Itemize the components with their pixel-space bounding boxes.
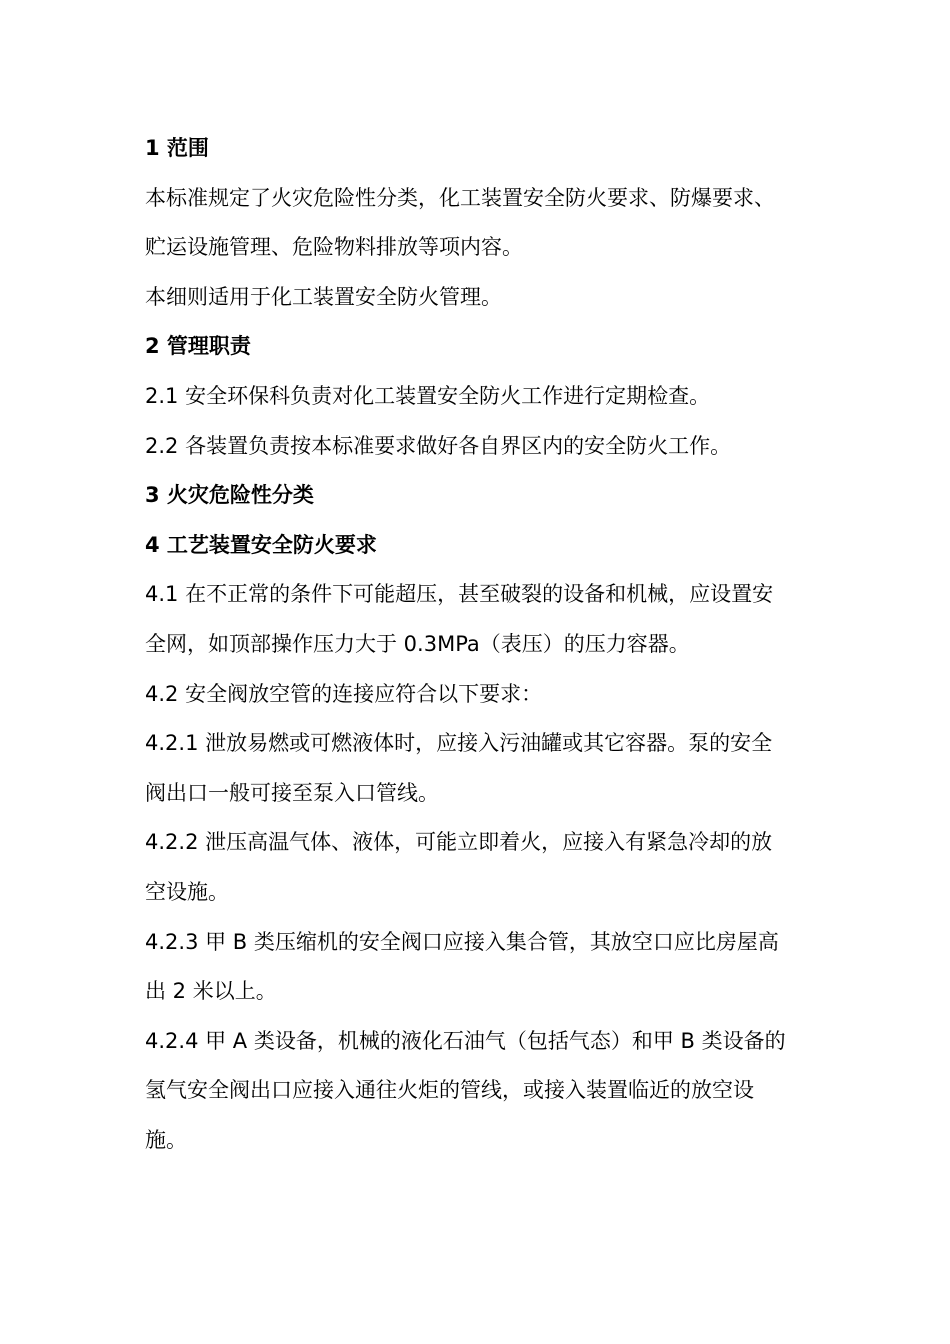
section-heading-fire-requirements: 4 工艺装置安全防火要求: [145, 532, 377, 557]
section-heading-fire-classification: 3 火灾危险性分类: [145, 483, 314, 508]
paragraph-line: 4.2.3 甲 B 类压缩机的安全阀口应接入集合管，其放空口应比房屋高: [145, 929, 779, 954]
paragraph-line: 贮运设施管理、危险物料排放等项内容。: [145, 235, 523, 260]
section-heading-responsibilities: 2 管理职责: [145, 334, 251, 359]
paragraph-line: 4.1 在不正常的条件下可能超压，甚至破裂的设备和机械，应设置安: [145, 582, 774, 607]
paragraph-line: 全网，如顶部操作压力大于 0.3MPa（表压）的压力容器。: [145, 631, 690, 656]
paragraph-line: 本细则适用于化工装置安全防火管理。: [145, 284, 502, 309]
paragraph-line: 2.2 各装置负责按本标准要求做好各自界区内的安全防火工作。: [145, 433, 732, 458]
paragraph-line: 本标准规定了火灾危险性分类，化工装置安全防火要求、防爆要求、: [145, 185, 775, 210]
paragraph-line: 4.2 安全阀放空管的连接应符合以下要求：: [145, 681, 543, 706]
paragraph-line: 空设施。: [145, 879, 229, 904]
paragraph-line: 2.1 安全环保科负责对化工装置安全防火工作进行定期检查。: [145, 383, 711, 408]
paragraph-line: 出 2 米以上。: [145, 979, 277, 1004]
paragraph-line: 4.2.2 泄压高温气体、液体，可能立即着火，应接入有紧急冷却的放: [145, 830, 773, 855]
paragraph-line: 4.2.4 甲 A 类设备，机械的液化石油气（包括气态）和甲 B 类设备的: [145, 1028, 786, 1053]
document-body: [145, 124, 809, 1165]
paragraph-line: 阀出口一般可接至泵入口管线。: [145, 780, 439, 805]
paragraph-line: 氢气安全阀出口应接入通往火炬的管线，或接入装置临近的放空设: [145, 1078, 754, 1103]
paragraph-line: 施。: [145, 1127, 187, 1152]
section-heading-scope: 1 范围: [145, 136, 209, 160]
paragraph-line: 4.2.1 泄放易燃或可燃液体时，应接入污油罐或其它容器。泵的安全: [145, 731, 773, 756]
